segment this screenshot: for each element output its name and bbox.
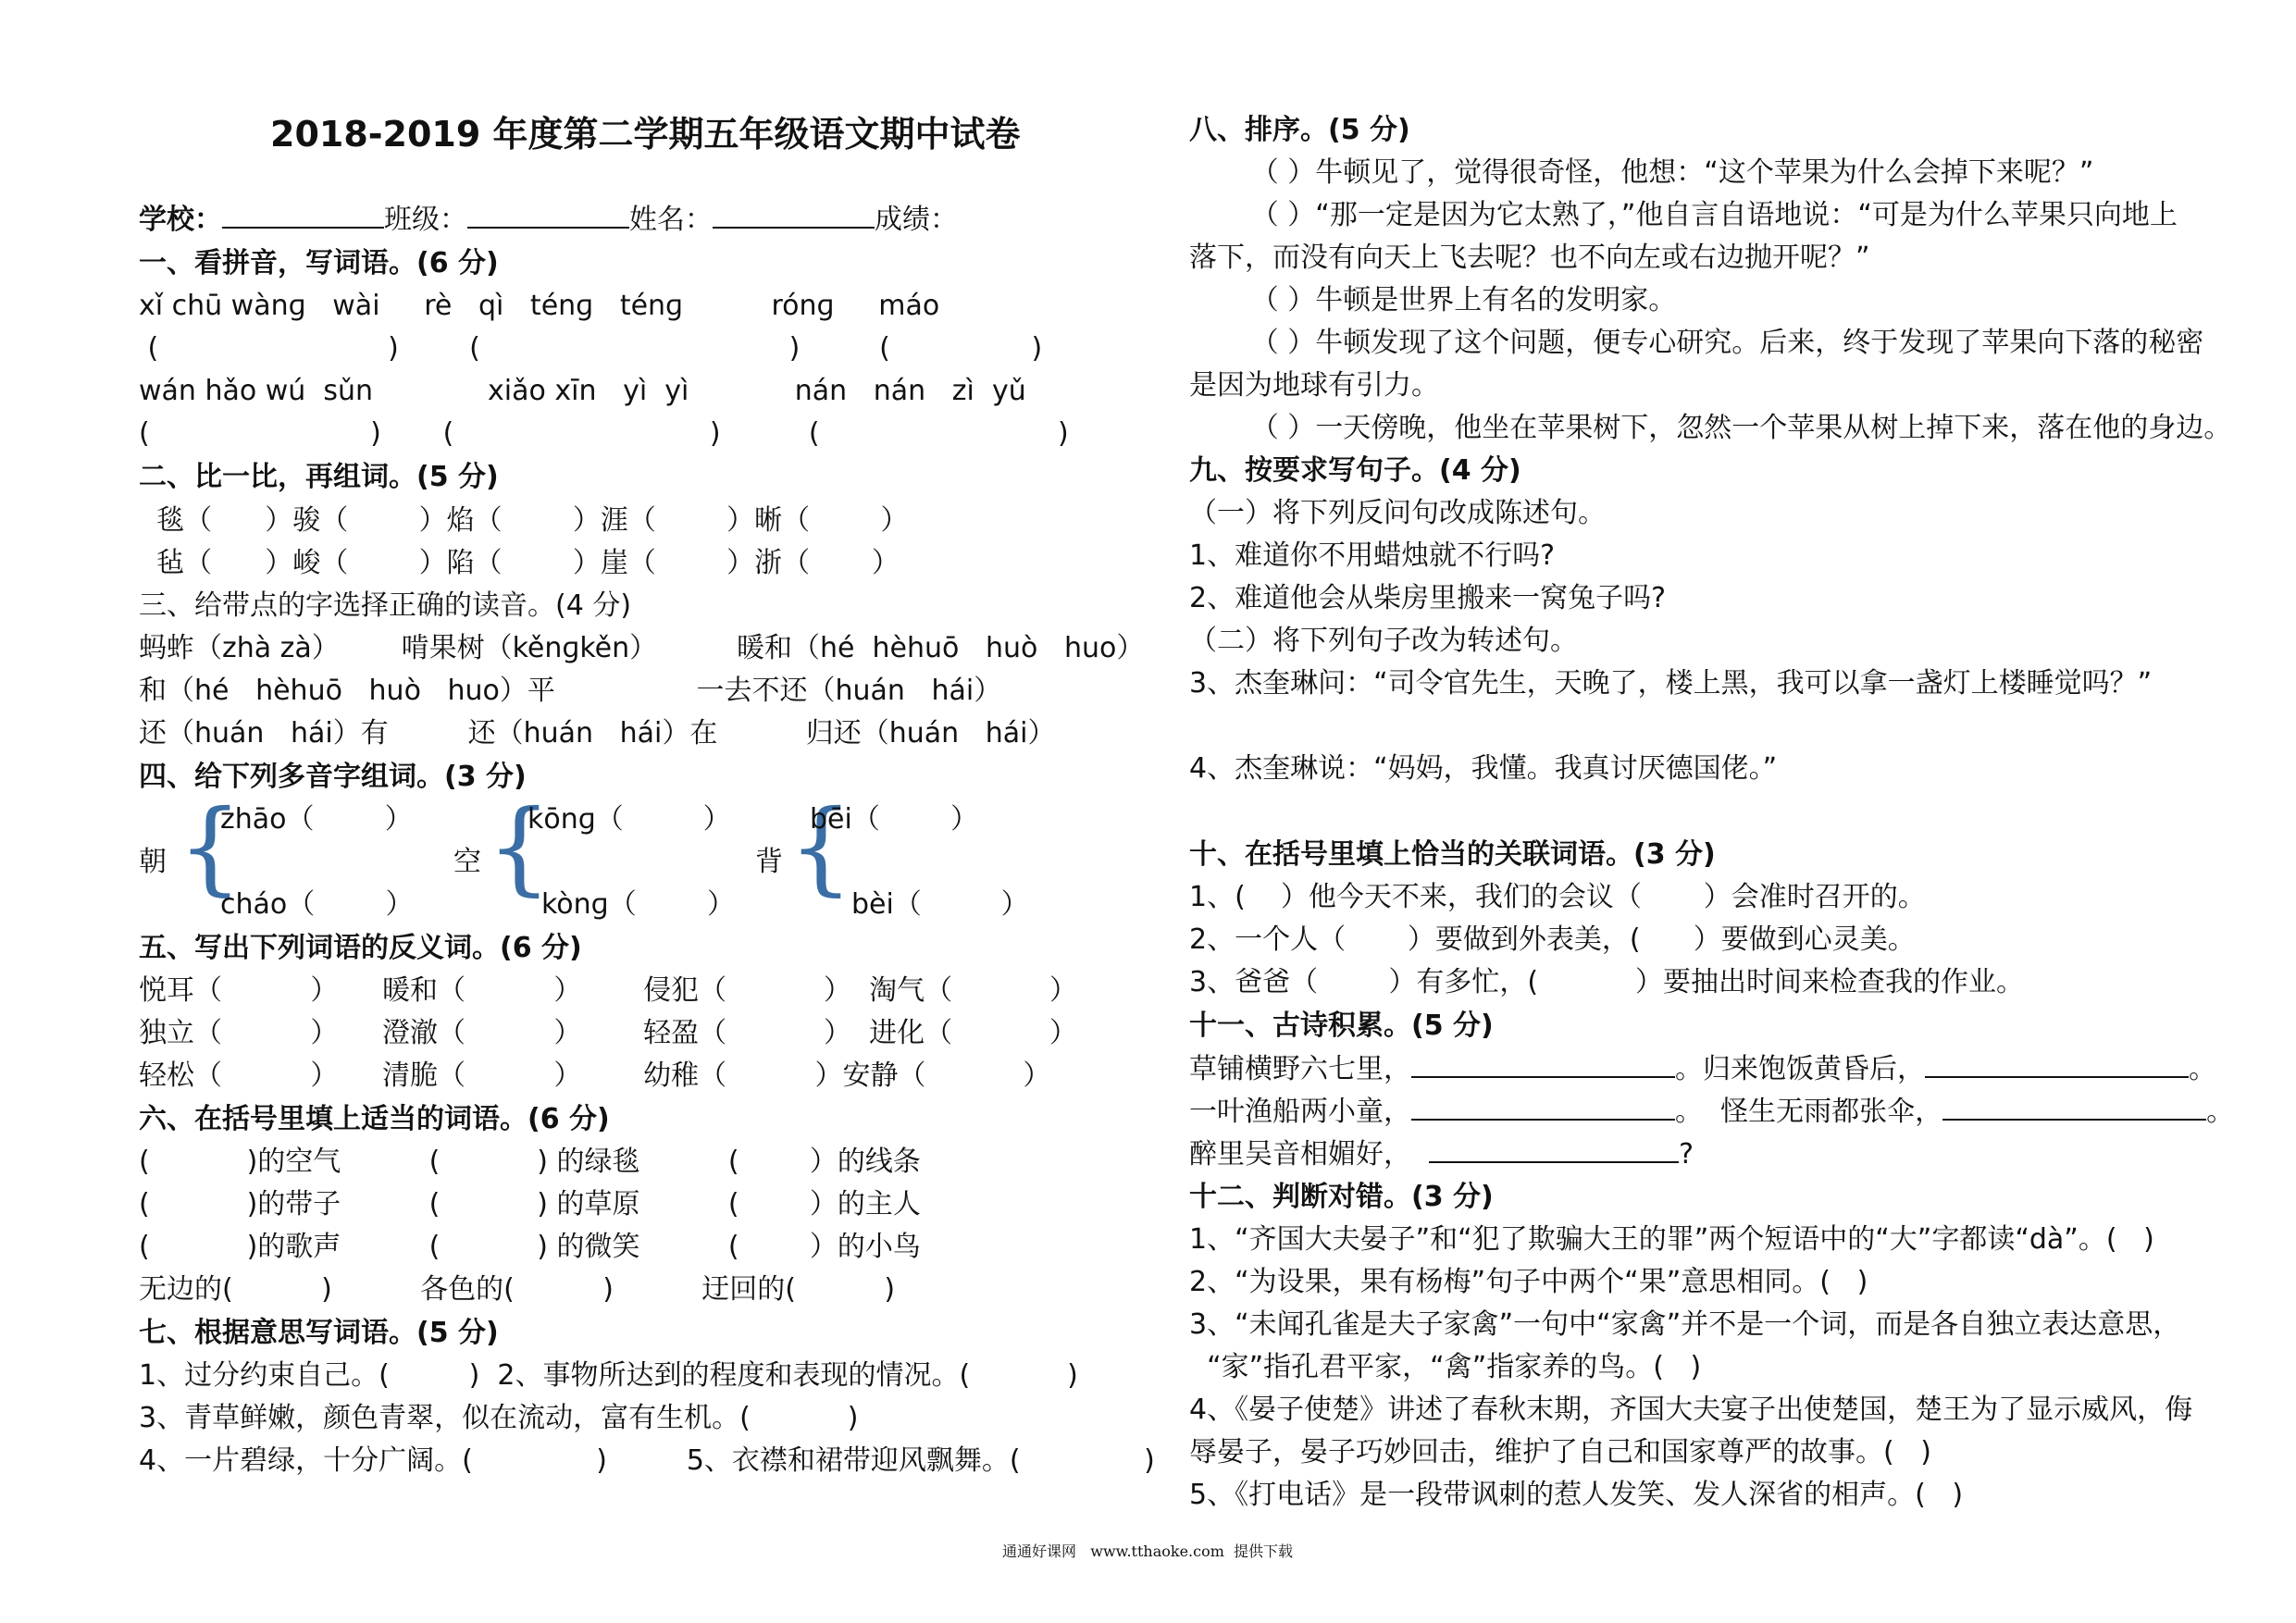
school-label: 学校： <box>139 204 222 236</box>
order-item-continued: 是因为地球有引力。 <box>1189 369 1439 402</box>
fill-word-row[interactable]: ( )的歌声 ( ) 的微笑 ( ）的小鸟 <box>139 1231 921 1263</box>
polyphone-answer[interactable]: zhāo（ ） <box>220 803 413 836</box>
answer-brackets-row[interactable]: ( ) ( ) ( ) <box>139 417 1069 450</box>
conjunction-row[interactable]: 1、( ）他今天不来，我们的会议（ ）会准时召开的。 <box>1189 881 1926 913</box>
poem-text: 。归来饱饭黄昏后， <box>1675 1053 1925 1085</box>
order-item[interactable]: （ ）牛顿发现了这个问题，便专心研究。后来，终于发现了苹果向下落的秘密 <box>1189 327 2204 359</box>
sub-instruction: （二）将下列句子改为转述句。 <box>1189 625 1578 657</box>
order-item-continued: 落下，而没有向天上飞去呢？也不向左或右边抛开呢？” <box>1189 242 1870 274</box>
poem-text: 草铺横野六七里， <box>1189 1053 1411 1085</box>
brace-icon: { <box>487 787 552 906</box>
class-blank[interactable] <box>467 203 629 229</box>
poem-text: 。 <box>2189 1053 2216 1085</box>
poem-blank[interactable] <box>1925 1052 2189 1078</box>
score-label: 成绩： <box>875 204 958 236</box>
poem-text: 醉里吴音相媚好， <box>1189 1138 1430 1171</box>
polyphone-char: 朝 <box>139 846 167 878</box>
section-6-heading: 六、在括号里填上适当的词语。(6 分) <box>139 1103 610 1135</box>
meaning-row[interactable]: 3、青草鲜嫩，颜色青翠，似在流动，富有生机。( ) <box>139 1402 859 1434</box>
judge-item[interactable]: 1、“齐国大夫晏子”和“犯了欺骗大王的罪”两个短语中的“大”字都读“dà”。( ) <box>1189 1223 2154 1256</box>
poem-blank[interactable] <box>1411 1052 1675 1078</box>
brace-icon: { <box>178 787 242 906</box>
name-label: 姓名： <box>629 204 713 236</box>
poem-blank[interactable] <box>1411 1095 1675 1121</box>
poem-line <box>1189 1094 2234 1131</box>
class-label: 班级： <box>384 204 467 236</box>
order-item[interactable]: （ ）牛顿是世界上有名的发明家。 <box>1189 284 1677 316</box>
fill-word-row[interactable]: ( )的带子 ( ) 的草原 ( ）的主人 <box>139 1188 921 1220</box>
poem-text: 。 <box>2206 1096 2235 1128</box>
judge-item-continued[interactable]: “家”指孔君平家，“禽”指家养的鸟。( ) <box>1189 1351 1702 1383</box>
order-item[interactable]: （ ）“那一定是因为它太熟了，”他自言自语地说：“可是为什么苹果只向地上 <box>1189 199 2178 231</box>
section-1-heading: 一、看拼音，写词语。(6 分) <box>139 247 499 279</box>
order-item[interactable]: （ ）一天傍晚，他坐在苹果树下，忽然一个苹果从树上掉下来，落在他的身边。 <box>1189 412 2232 444</box>
page-title: 2018-2019 年度第二学期五年级语文期中试卷 <box>270 114 1021 155</box>
answer-brackets-row[interactable]: ( ) ( ) ( ) <box>139 332 1043 365</box>
judge-item[interactable]: 5、《打电话》是一段带讽刺的惹人发笑、发人深省的相声。( ) <box>1189 1479 1964 1511</box>
section-11-heading: 十一、古诗积累。(5 分) <box>1189 1010 1494 1042</box>
pinyin-row: wán hǎo wú sǔn xiǎo xīn yì yì nán nán zì yǔ <box>139 375 1026 407</box>
meaning-row[interactable]: 1、过分约束自己。( ) 2、事物所达到的程度和表现的情况。( ) <box>139 1359 1078 1392</box>
page-footer: 通通好课网 www.tthaoke.com 提供下载 <box>1002 1542 1294 1560</box>
section-8-heading: 八、排序。(5 分) <box>1189 114 1410 146</box>
name-blank[interactable] <box>713 203 875 229</box>
pronunciation-row[interactable]: 和（hé hèhuō huò huo）平 一去不还（huán hái） <box>139 675 1002 707</box>
sentence-question: 2、难道他会从柴房里搬来一窝兔子吗? <box>1189 582 1667 614</box>
poem-line <box>1189 1051 2216 1088</box>
antonym-row[interactable]: 悦耳（ ） 暖和（ ） 侵犯（ ） 淘气（ ） <box>139 974 1078 1007</box>
judge-item: 4、《晏子使楚》讲述了春秋末期，齐国大夫宴子出使楚国，楚王为了显示威风，侮 <box>1189 1394 2193 1426</box>
poem-text: 。 怪生无雨都张伞， <box>1675 1096 1943 1128</box>
section-7-heading: 七、根据意思写词语。(5 分) <box>139 1317 499 1349</box>
meaning-row[interactable]: 4、一片碧绿，十分广阔。( ) 5、衣襟和裙带迎风飘舞。( ) <box>139 1444 1155 1477</box>
pronunciation-row[interactable]: 蚂蚱（zhà zà） 啃果树（kěnɡkěn） 暖和（hé hèhuō huò huo） <box>139 632 1145 664</box>
section-3-heading: 三、给带点的字选择正确的读音。(4 分) <box>139 589 632 622</box>
section-4-heading: 四、给下列多音字组词。(3 分) <box>139 761 527 793</box>
judge-item-continued[interactable]: 辱晏子，晏子巧妙回击，维护了自己和国家尊严的故事。( ) <box>1189 1436 1932 1468</box>
antonym-row[interactable]: 独立（ ） 澄澈（ ） 轻盈（ ） 进化（ ） <box>139 1017 1078 1049</box>
sentence-question: 1、难道你不用蜡烛就不行吗? <box>1189 539 1556 572</box>
judge-item: 3、“未闻孔雀是夫子家禽”一句中“家禽”并不是一个词，而是各自独立表达意思， <box>1189 1308 2181 1341</box>
section-9-heading: 九、按要求写句子。(4 分) <box>1189 454 1521 487</box>
poem-blank[interactable] <box>1429 1137 1679 1163</box>
poem-text: ? <box>1679 1138 1694 1171</box>
section-2-heading: 二、比一比，再组词。(5 分) <box>139 461 499 493</box>
order-item[interactable]: （ ）牛顿见了，觉得很奇怪，他想：“这个苹果为什么会掉下来呢？” <box>1189 156 2094 189</box>
polyphone-char: 背 <box>755 846 783 878</box>
judge-item[interactable]: 2、“为设果，果有杨梅”句子中两个“果”意思相同。( ) <box>1189 1266 1868 1298</box>
polyphone-answer[interactable]: kònɡ（ ） <box>541 888 736 921</box>
section-5-heading: 五、写出下列词语的反义词。(6 分) <box>139 932 582 964</box>
polyphone-answer[interactable]: bēi（ ） <box>810 803 979 836</box>
school-blank[interactable] <box>222 203 384 229</box>
poem-blank[interactable] <box>1942 1095 2206 1121</box>
sentence-question: 3、杰奎琳问：“司令官先生，天晚了，楼上黑，我可以拿一盏灯上楼睡觉吗？” <box>1189 667 2153 700</box>
section-12-heading: 十二、判断对错。(3 分) <box>1189 1181 1494 1213</box>
conjunction-row[interactable]: 3、爸爸（ ）有多忙，( ）要抽出时间来检查我的作业。 <box>1189 966 2024 998</box>
fill-word-row[interactable]: 无边的( ) 各色的( ) 迂回的( ) <box>139 1273 896 1306</box>
pinyin-row: xǐ chū wànɡ wài rè qì ténɡ ténɡ rónɡ máo <box>139 290 940 322</box>
compare-row[interactable]: 毡（ ）峻（ ）陷（ ）崖（ ）浙（ ） <box>139 547 900 579</box>
polyphone-answer[interactable]: cháo（ ） <box>220 888 414 921</box>
poem-line <box>1189 1136 1694 1173</box>
polyphone-char: 空 <box>453 846 481 878</box>
compare-row[interactable]: 毯（ ）骏（ ）焰（ ）涯（ ）晰（ ） <box>139 504 909 537</box>
poem-text: 一叶渔船两小童， <box>1189 1096 1411 1128</box>
fill-word-row[interactable]: ( )的空气 ( ) 的绿毯 ( ）的线条 <box>139 1146 921 1178</box>
polyphone-answer[interactable]: bèi（ ） <box>851 888 1029 921</box>
antonym-row[interactable]: 轻松（ ） 清脆（ ） 幼稚（ ）安静（ ） <box>139 1059 1051 1092</box>
section-10-heading: 十、在括号里填上恰当的关联词语。(3 分) <box>1189 838 1716 871</box>
sub-instruction: （一）将下列反问句改成陈述句。 <box>1189 497 1606 529</box>
sentence-question: 4、杰奎琳说：“妈妈，我懂。我真讨厌德国佬。” <box>1189 752 1778 785</box>
header-fields <box>139 202 958 239</box>
conjunction-row[interactable]: 2、一个人（ ）要做到外表美，( ）要做到心灵美。 <box>1189 923 1916 956</box>
brace-icon: { <box>788 787 853 906</box>
pronunciation-row[interactable]: 还（huán hái）有 还（huán hái）在 归还（huán hái） <box>139 717 1056 750</box>
polyphone-answer[interactable]: kōnɡ（ ） <box>527 803 731 836</box>
